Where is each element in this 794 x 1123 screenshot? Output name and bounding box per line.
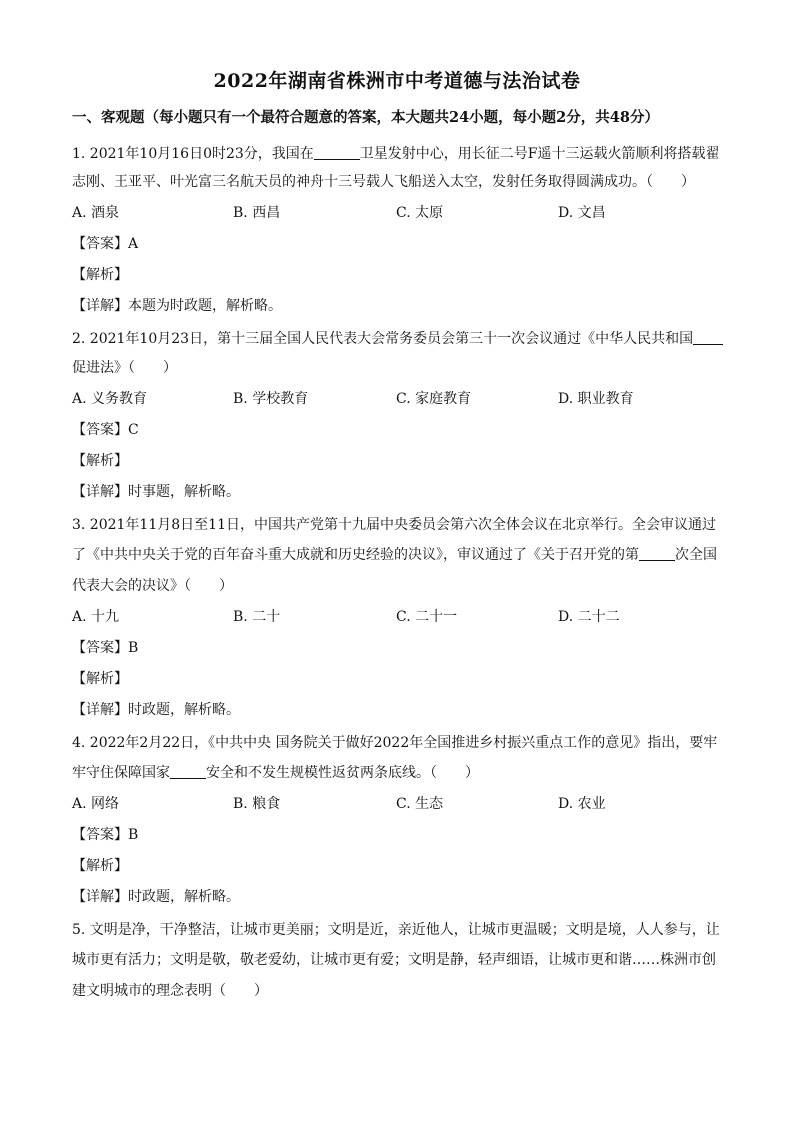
question-2-line-1 xyxy=(72,329,732,349)
question-1-line-2: 志刚、王亚平、叶光富三名航天员的神舟十三号载人飞船送入太空，发射任务取得圆满成功。（ ） xyxy=(72,174,695,190)
answer-blank xyxy=(639,546,675,561)
q3-answer: 【答案】B xyxy=(72,640,139,656)
q4-option-b: B. 粮食 xyxy=(233,796,281,812)
q3-analysis-label: 【解析】 xyxy=(72,671,128,687)
question-text: 2. 2021年10月23日，第十三届全国人民代表大会常务委员会第三十一次会议通过《中华人民共和国 xyxy=(72,331,694,347)
question-5-line-1: 5. 文明是净，干净整洁，让城市更美丽；文明是近，亲近他人，让城市更温暖；文明是境，人人参与，让 xyxy=(72,922,720,938)
q3-option-c: C. 二十一 xyxy=(396,609,458,625)
answer-blank xyxy=(693,330,723,345)
q1-analysis-label: 【解析】 xyxy=(72,267,128,283)
q1-option-c: C. 太原 xyxy=(396,205,444,221)
q2-analysis-label: 【解析】 xyxy=(72,453,128,469)
question-3-line-3: 代表大会的决议》（ ） xyxy=(72,578,233,594)
q1-option-b: B. 西昌 xyxy=(233,205,281,221)
question-5-line-3: 建文明城市的理念表明（ ） xyxy=(72,983,268,999)
q1-detail: 【详解】本题为时政题，解析略。 xyxy=(72,298,282,314)
q2-option-c: C. 家庭教育 xyxy=(396,391,472,407)
q4-answer: 【答案】B xyxy=(72,827,139,843)
q2-option-b: B. 学校教育 xyxy=(233,391,309,407)
question-text: 次全国 xyxy=(675,547,717,563)
q2-detail: 【详解】时事题，解析略。 xyxy=(72,484,240,500)
question-text: 安全和不发生规模性返贫两条底线。（ ） xyxy=(206,765,479,781)
page-title: 2022年湖南省株洲市中考道德与法治试卷 xyxy=(213,70,581,92)
question-3-line-1: 3. 2021年11月8日至11日，中国共产党第十九届中央委员会第六次全体会议在北京举行。全会审议通过 xyxy=(72,517,716,533)
q4-analysis-label: 【解析】 xyxy=(72,858,128,874)
q3-detail: 【详解】时政题，解析略。 xyxy=(72,702,240,718)
q2-option-d: D. 职业教育 xyxy=(558,391,634,407)
question-4-line-1: 4. 2022年2月22日，《中共中央 国务院关于做好2022年全国推进乡村振兴重点工作的意见》指出，要牢 xyxy=(72,735,718,751)
answer-blank xyxy=(314,145,360,160)
section-heading: 一、客观题（每小题只有一个最符合题意的答案，本大题共24小题，每小题2分，共48分） xyxy=(72,109,659,126)
q4-option-d: D. 农业 xyxy=(558,796,606,812)
answer-blank xyxy=(170,764,206,779)
question-4-line-2 xyxy=(72,763,732,783)
question-2-line-2: 促进法》（ ） xyxy=(72,360,177,376)
question-5-line-2: 城市更有活力；文明是敬，敬老爱幼，让城市更有爱；文明是静，轻声细语，让城市更和谐……株洲市创 xyxy=(72,952,716,968)
question-1-line-1 xyxy=(72,144,732,164)
q3-option-b: B. 二十 xyxy=(233,609,281,625)
q2-answer: 【答案】C xyxy=(72,422,139,438)
question-text: 牢守住保障国家 xyxy=(72,765,170,781)
question-text: 卫星发射中心，用长征二号F遥十三运载火箭顺利将搭载翟 xyxy=(359,146,720,162)
q3-option-d: D. 二十二 xyxy=(558,609,620,625)
q1-option-a: A. 酒泉 xyxy=(72,205,120,221)
q4-option-c: C. 生态 xyxy=(396,796,444,812)
q2-option-a: A. 义务教育 xyxy=(72,391,148,407)
q4-detail: 【详解】时政题，解析略。 xyxy=(72,889,240,905)
q1-answer: 【答案】A xyxy=(72,236,139,252)
question-text: 了《中共中央关于党的百年奋斗重大成就和历史经验的决议》，审议通过了《关于召开党的第 xyxy=(72,547,639,563)
question-text: 1. 2021年10月16日0时23分，我国在 xyxy=(72,146,314,162)
question-3-line-2 xyxy=(72,545,732,565)
q1-option-d: D. 文昌 xyxy=(558,205,606,221)
q3-option-a: A. 十九 xyxy=(72,609,120,625)
q4-option-a: A. 网络 xyxy=(72,796,120,812)
